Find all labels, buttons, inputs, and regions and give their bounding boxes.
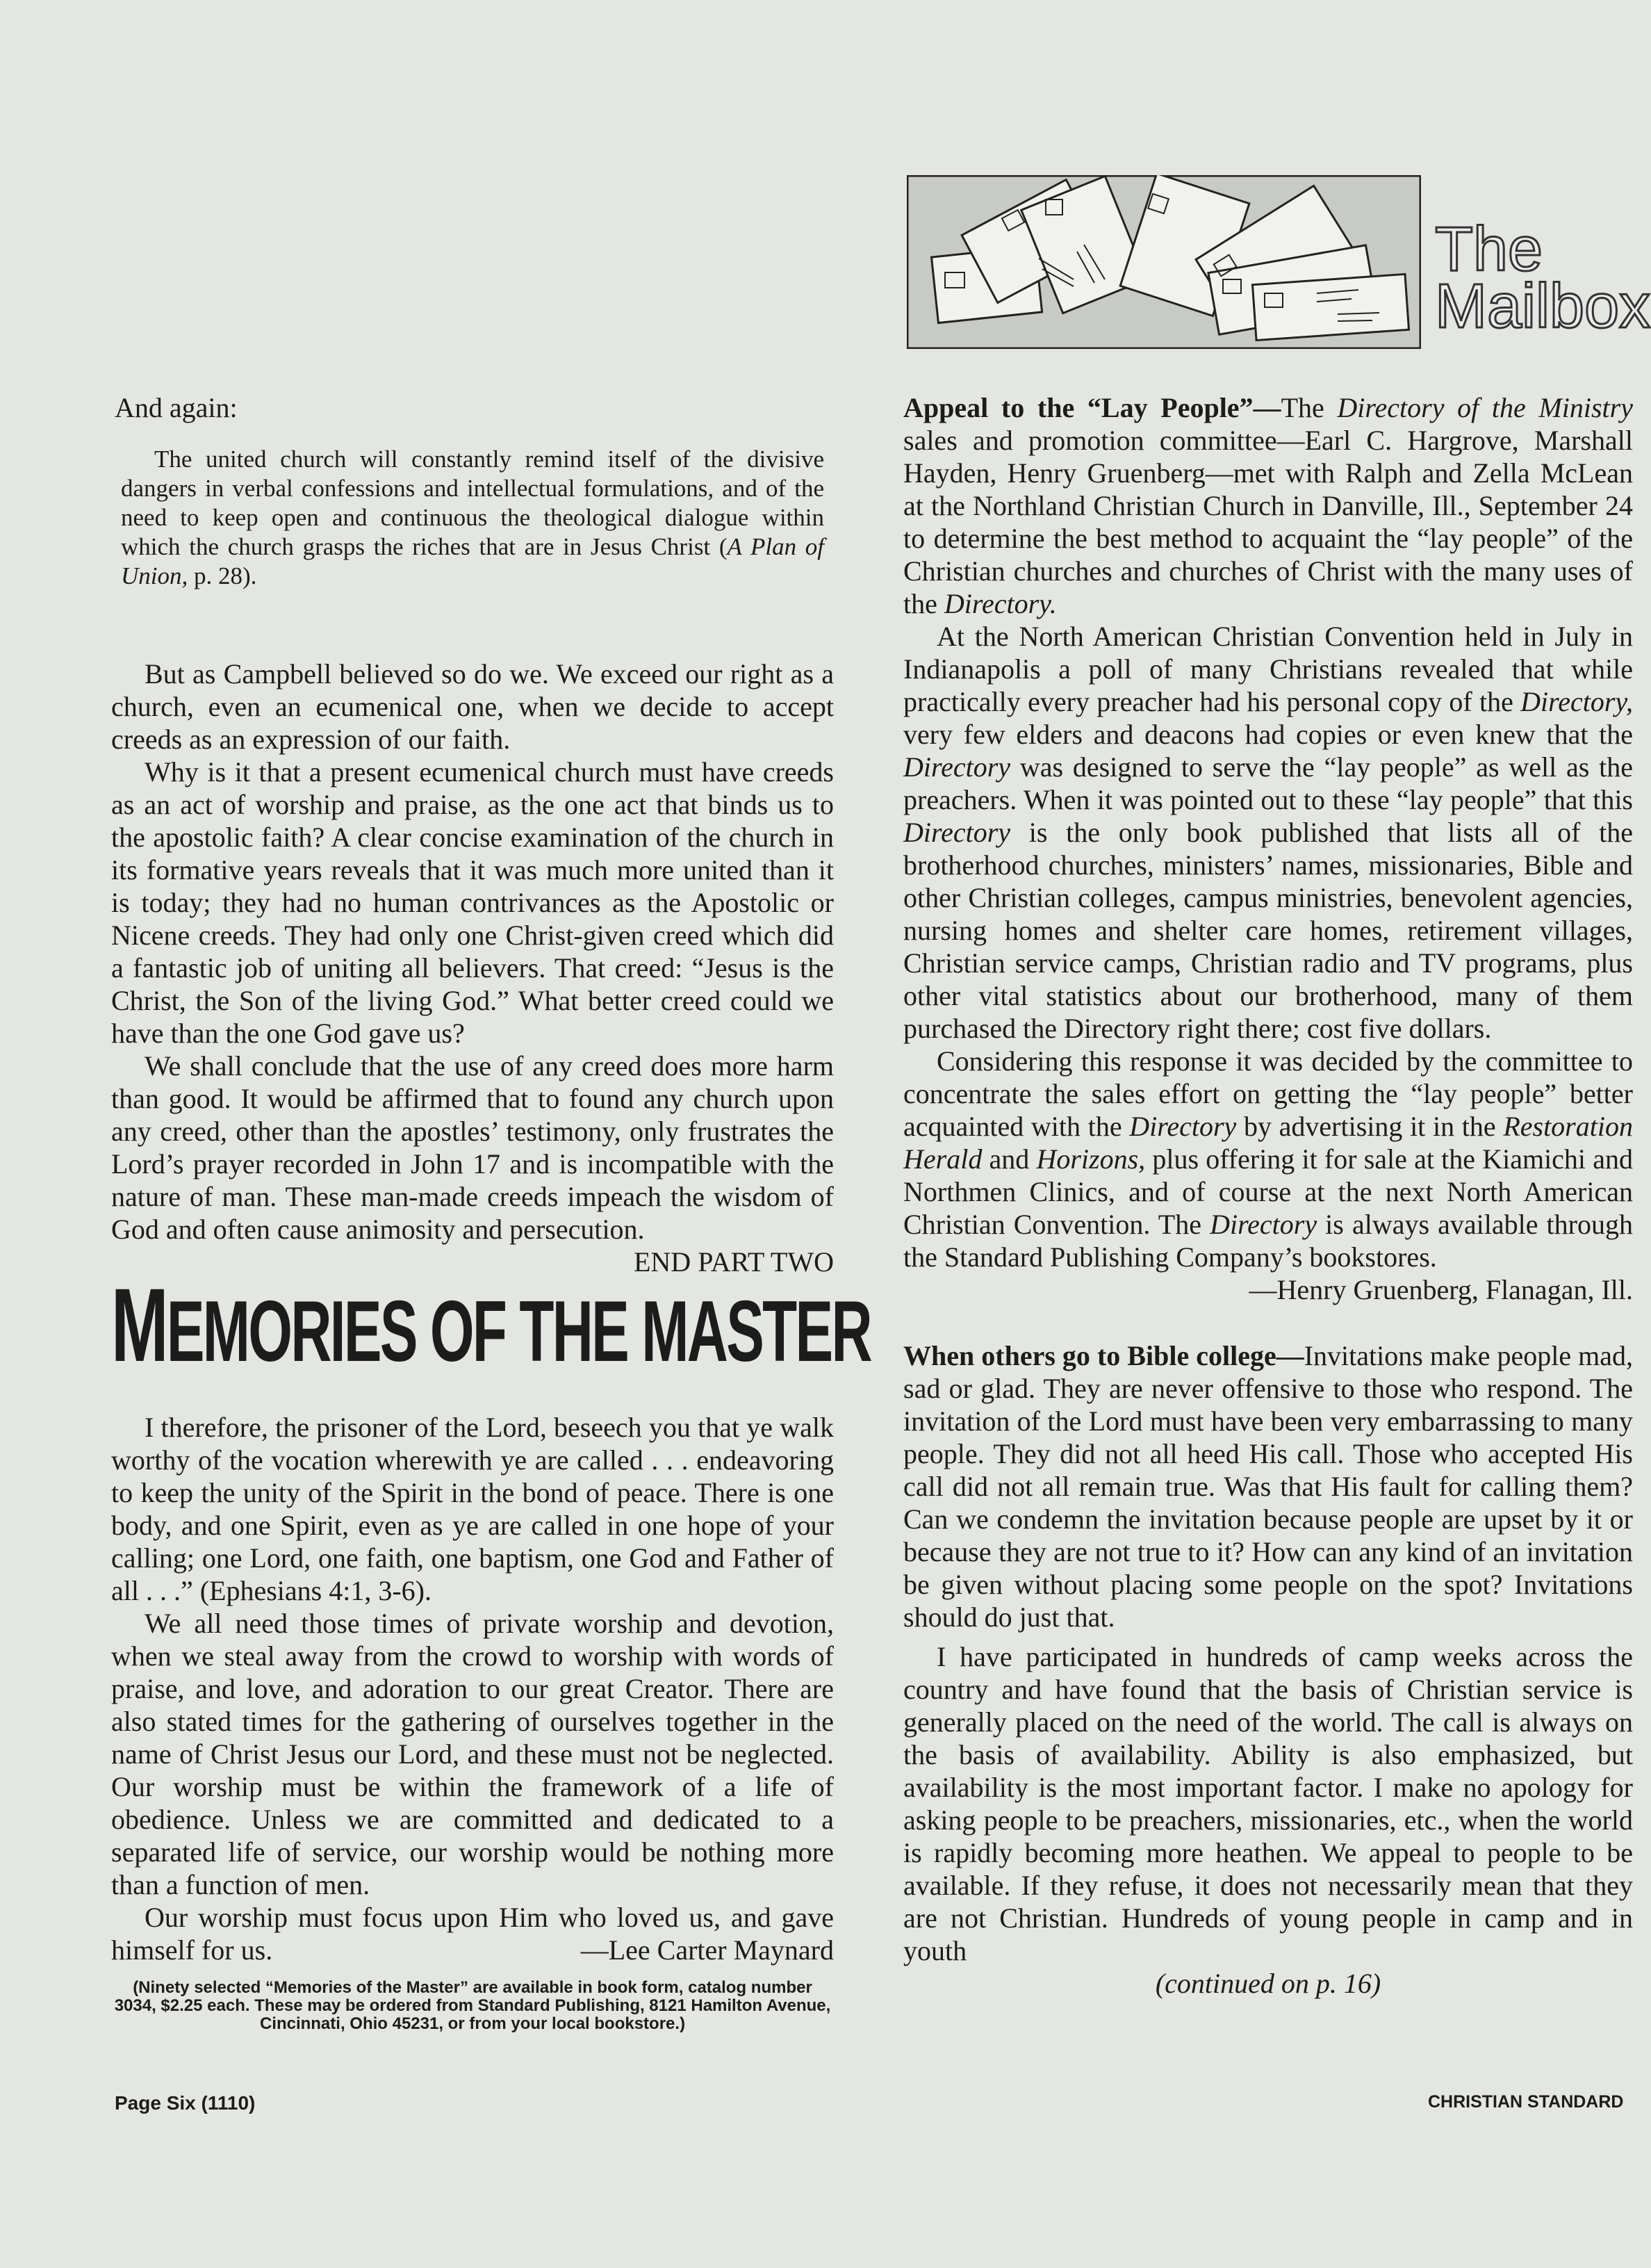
memories-paragraph: Our worship must focus upon Him who loved us, and gave himself for us. —Lee Carter Maynard — [111, 1902, 834, 1966]
letter2-runin: When others go to Bible college— — [903, 1340, 1304, 1371]
memories-section — [111, 1411, 834, 2033]
end-marker: END PART TWO — [633, 1246, 834, 1278]
book-note: (Ninety selected “Memories of the Master” are available in book form, catalog number 3034, $2.25 each. These may be ordered from Standard Publishing, 8121 Hamilton Avenue, Cincinnati, Ohio 45231, or from your local bookstore.) — [114, 1978, 831, 2033]
memories-heading: MEMORIES OF THE MASTER — [111, 1266, 871, 1383]
quote-source-title: A Plan of Union, — [121, 533, 824, 589]
memories-author: —Lee Carter Maynard — [580, 1934, 834, 1966]
letter2-para2: I have participated in hundreds of camp weeks across the country and have found that the basis of Christian service is generally placed on the need of the world. The call is always on the basis of availability. Ability is also emphasized, but availability is the most important factor. I make no apology for asking people to be preachers, missionaries, etc., when the world is rapidly becoming more heathen. We appeal to people to be available. If they refuse, it does not necessarily mean that they are not Christian. Hundreds of young people in camp and in youth — [903, 1641, 1633, 1966]
letter2-para1: When others go to Bible college—Invitations make people mad, sad or glad. They are never offensive to those who respond. The invitation of the Lord must have been very embarrassing to many people. They did not all heed His call. Those who accepted His call did not all remain true. Was that His fault for calling them? Can we condemn the invitation because people are upset by it or because they are not true to it? How can any kind of an invitation be given without placing some people on the spot? Invitations should do just that. — [903, 1340, 1633, 1633]
paragraph: But as Campbell believed so do we. We exceed our right as a church, even an ecumenical one, when we decide to accept creeds as an expression of our faith. — [111, 658, 834, 755]
letter1-para3: Considering this response it was decided by the committee to concentrate the sales effort on getting the “lay people” better acquainted with the Directory by advertising it in the Restoration Herald and Horizons, plus offering it for sale at the Kiamichi and Northmen Clinics, and of course at the next North American Christian Convention. The Directory is always available through the Standard Publishing Company’s bookstores. — [903, 1045, 1633, 1273]
block-quote — [111, 445, 834, 591]
letter1-signature: —Henry Gruenberg, Flanagan, Ill. — [1249, 1274, 1633, 1305]
quote-text: The united church will constantly remind itself of the divisive dangers in verbal confessions and intellectual formulations, and of the need to keep open and continuous the theological dialogue within which the church grasps the riches that are in Jesus Christ (A Plan of Union, p. 28). — [121, 446, 824, 589]
mailbox-title: The Mailbox — [1435, 215, 1651, 341]
intro-line: And again: — [115, 392, 238, 423]
letter1-para2: At the North American Christian Convention held in July in Indianapolis a poll of many Christians revealed that while practically every preacher had his personal copy of the Directory, very few elders and deacons had copies or even knew that the Directory was designed to serve the “lay people” as well as the preachers. When it was pointed out to these “lay people” that this Directory is the only book published that lists all of the brotherhood churches, ministers’ names, missionaries, Bible and other Christian colleges, campus ministries, benevolent agencies, nursing homes and shelter care homes, retirement villages, Christian service camps, Christian radio and TV programs, plus other vital statistics about our brotherhood, many of them purchased the Directory right there; cost five dollars. — [903, 621, 1633, 1044]
continued-note: (continued on p. 16) — [1155, 1968, 1381, 1999]
letter1-para1: Appeal to the “Lay People”—The Directory of the Ministry sales and promotion committee—Earl C. Hargrove, Marshall Hayden, Henry Gruenberg—met with Ralph and Zella McLean at the Northland Christian Church in Danville, Ill., September 24 to determine the best method to acquaint the “lay people” of the Christian churches and churches of Christ with the many uses of the Directory. — [903, 392, 1633, 619]
mailbox-envelopes-illustration — [907, 175, 1421, 349]
letter1-runin: Appeal to the “Lay People”— — [903, 392, 1281, 423]
page-number: Page Six (1110) — [115, 2092, 256, 2114]
memories-paragraph: We all need those times of private worship and devotion, when we steal away from the crowd to worship with words of praise, and love, and adoration to our great Creator. There are also stated times for the gathering of ourselves together in the name of Christ Jesus our Lord, and these must not be neglected. Our worship must be within the framework of a life of obedience. Unless we are committed and dedicated to a separated life of service, our worship would be nothing more than a function of men. — [111, 1608, 834, 1900]
paragraph: We shall conclude that the use of any creed does more harm than good. It would be affirmed that to found any church upon any creed, other than the apostles’ testimony, only frustrates the Lord’s prayer recorded in John 17 and is incompatible with the nature of man. These man-made creeds impeach the wisdom of God and often cause animosity and persecution. END PART TWO — [111, 1050, 834, 1278]
article-body — [111, 658, 834, 1278]
memories-paragraph: I therefore, the prisoner of the Lord, beseech you that ye walk worthy of the vocation wherewith ye are called . . . endeavoring to keep the unity of the Spirit in the bond of peace. There is one body, and one Spirit, even as ye are called in one hope of your calling; one Lord, one faith, one baptism, one God and Father of all . . .” (Ephesians 4:1, 3-6). — [111, 1412, 834, 1606]
magazine-name: CHRISTIAN STANDARD — [1428, 2092, 1624, 2112]
paragraph: Why is it that a present ecumenical church must have creeds as an act of worship and praise, as the one act that binds us to the apostolic faith? A clear concise examination of the church in its formative years reveals that it was much more united than it is today; they had no human contrivances as the Apostolic or Nicene creeds. They had only one Christ-given creed which did a fantastic job of uniting all believers. That creed: “Jesus is the Christ, the Son of the living God.” What better creed could we have than the one God gave us? — [111, 756, 834, 1049]
right-column — [903, 391, 1633, 2000]
